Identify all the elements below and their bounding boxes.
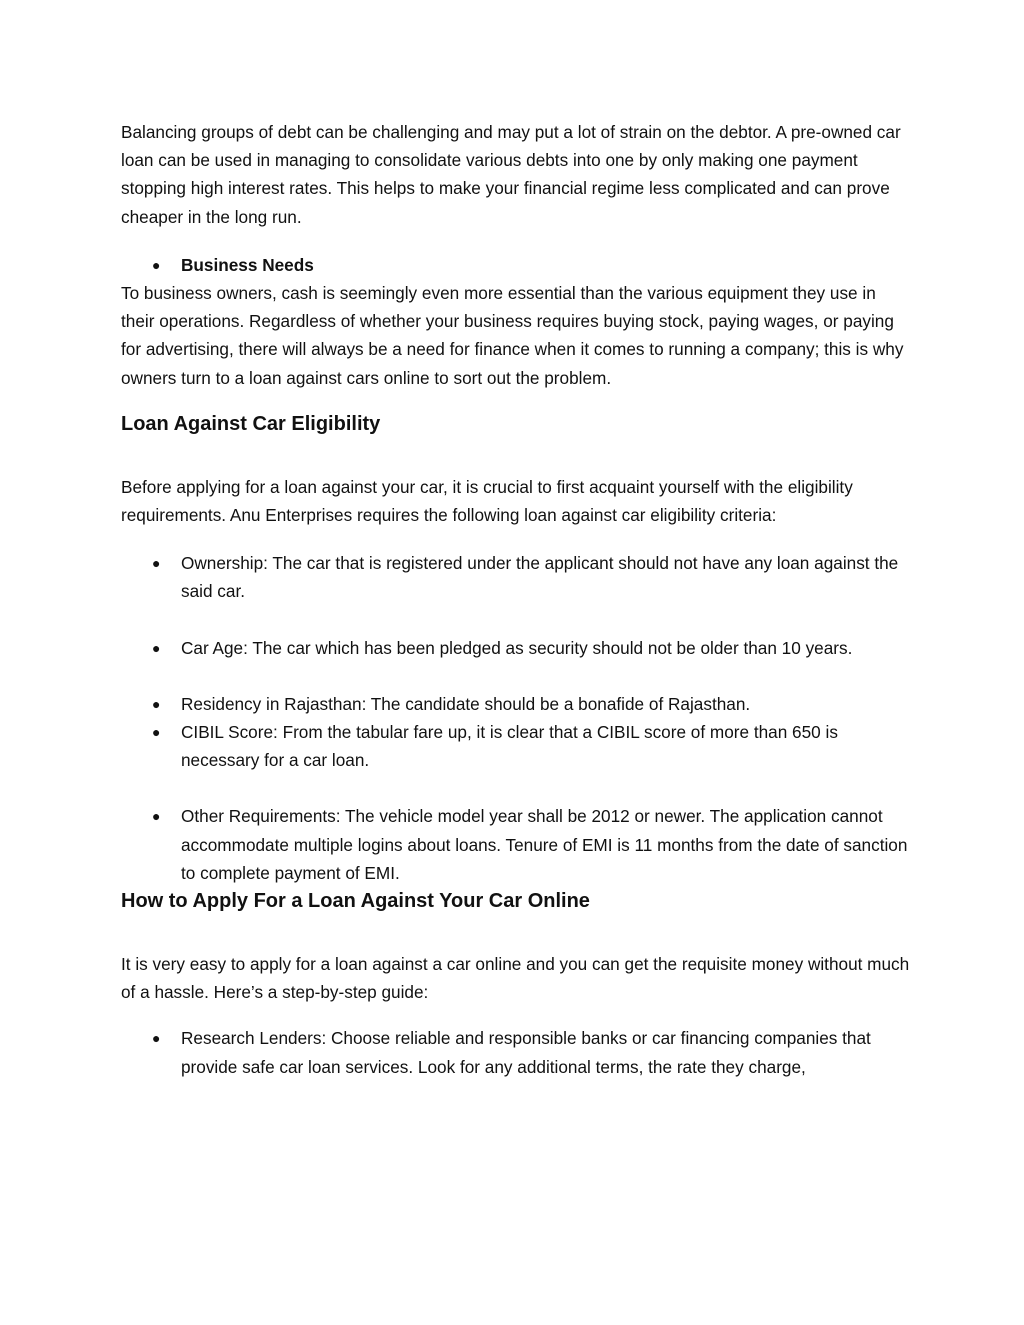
bullet-icon: ●: [152, 808, 161, 825]
apply-step-research-lenders: Research Lenders: Choose reliable and responsible banks or car financing companies that provide safe car loan services. Look for any additional terms, the rate they charge,: [181, 1028, 871, 1077]
eligibility-item-car-age: Car Age: The car which has been pledged as security should not be older than 10 years.: [181, 637, 853, 658]
bullet-icon: ●: [152, 1030, 161, 1047]
bullet-icon: ●: [152, 639, 161, 656]
list-item: [121, 802, 911, 887]
apply-steps-list: [121, 1024, 911, 1080]
list-item: [121, 251, 911, 279]
bullet-icon: ●: [152, 555, 161, 572]
apply-heading: How to Apply For a Loan Against Your Car Online: [121, 890, 590, 913]
apply-intro: It is very easy to apply for a loan against a car online and you can get the requisite money without much of a hassle. Here’s a step-by-step guide:: [121, 954, 910, 1003]
eligibility-heading: Loan Against Car Eligibility: [121, 412, 381, 435]
list-item: [121, 1024, 911, 1080]
bullet-icon: ●: [152, 724, 161, 741]
business-needs-label: Business Needs: [181, 254, 314, 275]
intro-paragraph: Balancing groups of debt can be challenging and may put a lot of strain on the debtor. A pre-owned car loan can be used in managing to consolidate various debts into one by only making one payment stopping high interest rates. This helps to make your financial regime less complicated and can prove cheaper in the long run.: [121, 122, 901, 227]
list-item: [121, 690, 911, 718]
eligibility-item-cibil: CIBIL Score: From the tabular fare up, it is clear that a CIBIL score of more than 650 is necessary for a car loan.: [181, 722, 838, 771]
eligibility-list: [121, 549, 911, 887]
business-needs-paragraph: To business owners, cash is seemingly even more essential than the various equipment they use in their operations. Regardless of whether your business requires buying stock, paying wages, or paying for advertising, there will always be a need for finance when it comes to running a company; this is why owners turn to a loan against cars online to sort out the problem.: [121, 283, 904, 388]
eligibility-item-ownership: Ownership: The car that is registered under the applicant should not have any loan against the said car.: [181, 553, 899, 602]
list-item: [121, 718, 911, 774]
business-needs-list: [121, 251, 911, 279]
eligibility-item-other: Other Requirements: The vehicle model year shall be 2012 or newer. The application cannot accommodate multiple logins about loans. Tenure of EMI is 11 months from the date of sanction to complete payment of EMI.: [181, 806, 908, 883]
eligibility-item-residency: Residency in Rajasthan: The candidate should be a bonafide of Rajasthan.: [181, 693, 751, 714]
list-item: [121, 549, 911, 605]
document-body: [121, 118, 911, 1081]
bullet-icon: ●: [152, 256, 161, 273]
list-item: [121, 634, 911, 662]
bullet-icon: ●: [152, 695, 161, 712]
eligibility-intro: Before applying for a loan against your car, it is crucial to first acquaint yourself with the eligibility requirements. Anu Enterprises requires the following loan against car eligibility criteria:: [121, 476, 853, 526]
